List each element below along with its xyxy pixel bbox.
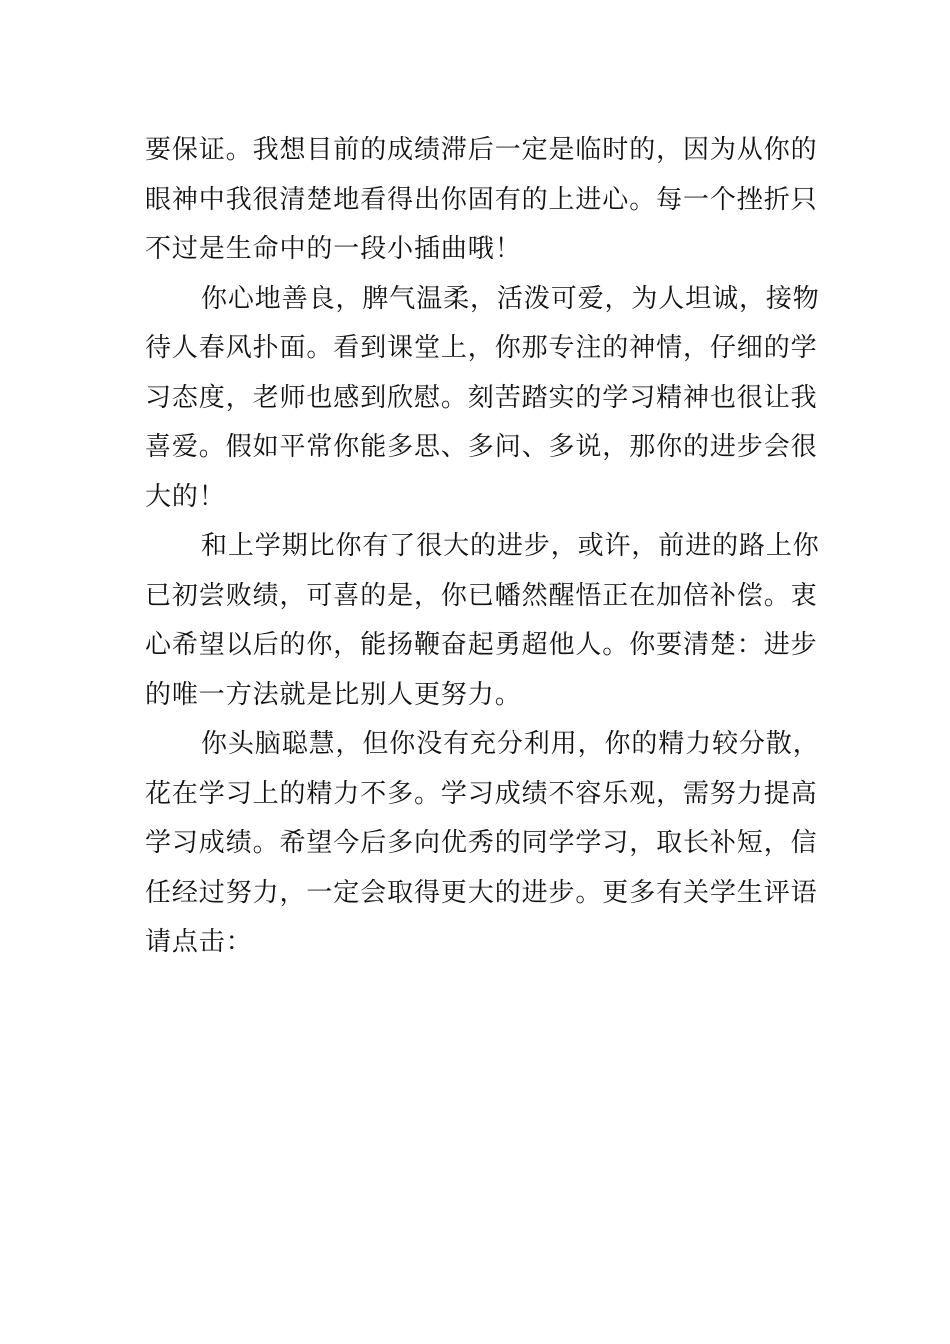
text-line: 心希望以后的你，能扬鞭奋起勇超他人。你要清楚：进步 xyxy=(145,630,818,660)
text-line: 已初尝败绩，可喜的是，你已幡然醒悟正在加倍补偿。衷 xyxy=(145,580,818,611)
paragraph-3 xyxy=(145,522,820,720)
text-line: 学习成绩。希望今后多向优秀的同学学习，取长补短，信 xyxy=(145,828,818,858)
text-line: 习态度，老师也感到欣慰。刻苦踏实的学习精神也很让我 xyxy=(145,382,818,413)
text-line: 大的！ xyxy=(145,481,226,512)
text-line: 不过是生命中的一段小插曲哦！ xyxy=(145,234,522,264)
text-line: 和上学期比你有了很大的进步，或许，前进的路上你 xyxy=(201,531,820,561)
text-line: 任经过努力，一定会取得更大的进步。更多有关学生评语 xyxy=(145,877,818,908)
paragraph-4 xyxy=(145,720,820,968)
text-line: 的唯一方法就是比别人更努力。 xyxy=(145,679,522,710)
text-line: 你心地善良，脾气温柔，活泼可爱，为人坦诚，接物 xyxy=(201,283,820,314)
text-line: 你头脑聪慧，但你没有充分利用，你的精力较分散， xyxy=(201,729,820,759)
text-line: 要保证。我想目前的成绩滞后一定是临时的，因为从你的 xyxy=(145,135,818,165)
text-line: 眼神中我很清楚地看得出你固有的上进心。每一个挫折只 xyxy=(145,184,818,215)
paragraph-1 xyxy=(145,126,818,275)
paragraph-2 xyxy=(145,275,820,523)
document-body xyxy=(145,126,820,968)
text-line: 待人春风扑面。看到课堂上，你那专注的神情，仔细的学 xyxy=(145,333,818,363)
text-line: 请点击： xyxy=(145,927,253,957)
text-line: 喜爱。假如平常你能多思、多问、多说，那你的进步会很 xyxy=(145,432,818,462)
text-line: 花在学习上的精力不多。学习成绩不容乐观，需努力提高 xyxy=(145,778,818,809)
